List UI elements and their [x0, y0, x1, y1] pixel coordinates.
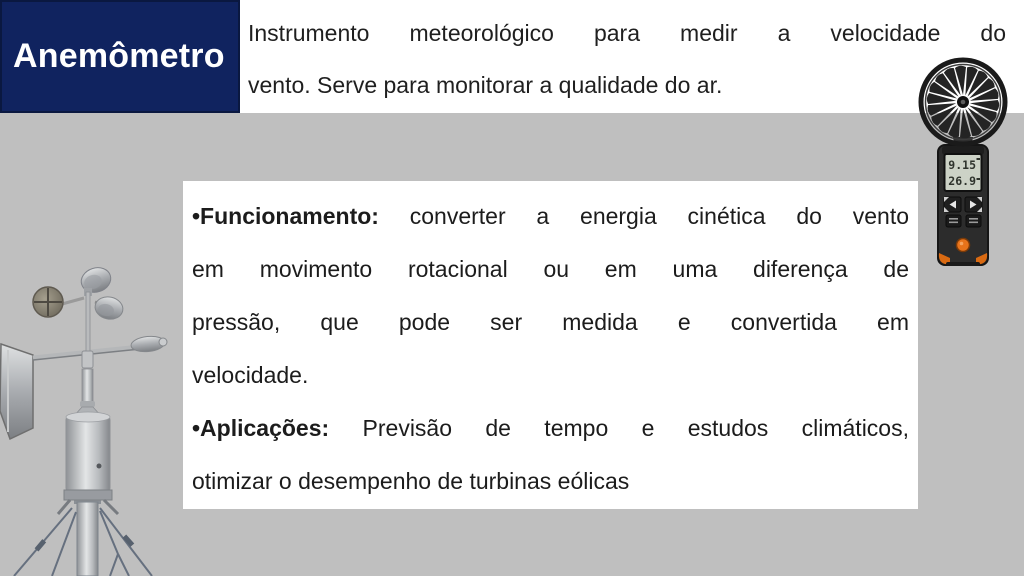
slide-title: Anemômetro [13, 37, 225, 75]
cup-anemometer-photo [0, 258, 190, 576]
title-box [0, 0, 240, 113]
header-description [248, 7, 1006, 111]
lcd-top-value: 9.15 [948, 158, 976, 172]
lcd-bottom-value: 26.9 [948, 174, 976, 188]
bullet1-line4: velocidade. [192, 362, 309, 388]
sensor-housing [58, 412, 118, 514]
header-band [0, 0, 1024, 113]
bullet1-line2: em movimento rotacional ou em uma diferença de [192, 256, 909, 282]
bullet2-line1: •Aplicações: Previsão de tempo e estudos climáticos, [192, 415, 909, 441]
power-button-icon [957, 239, 970, 252]
vane-anemometer-photo [905, 57, 1015, 277]
bullet1-label: •Funcionamento: [192, 203, 379, 229]
vane-wheel [921, 60, 1005, 144]
bullet2-line2: otimizar o desempenho de turbinas eólicas [192, 468, 630, 494]
header-line-1: Instrumento meteorológico para medir a velocidade do [248, 20, 1006, 46]
wind-vane-fin [0, 344, 33, 439]
bullet2-label: •Aplicações: [192, 415, 330, 441]
lcd-display [945, 154, 982, 191]
wind-cups [33, 264, 125, 322]
bullet1-line3: pressão, que pode ser medida e convertida em [192, 309, 909, 335]
header-line-2: vento. Serve para monitorar a qualidade do ar. [248, 72, 723, 98]
content-box [183, 181, 918, 509]
bullet1-line1: •Funcionamento: converter a energia cinética do vento [192, 203, 909, 229]
